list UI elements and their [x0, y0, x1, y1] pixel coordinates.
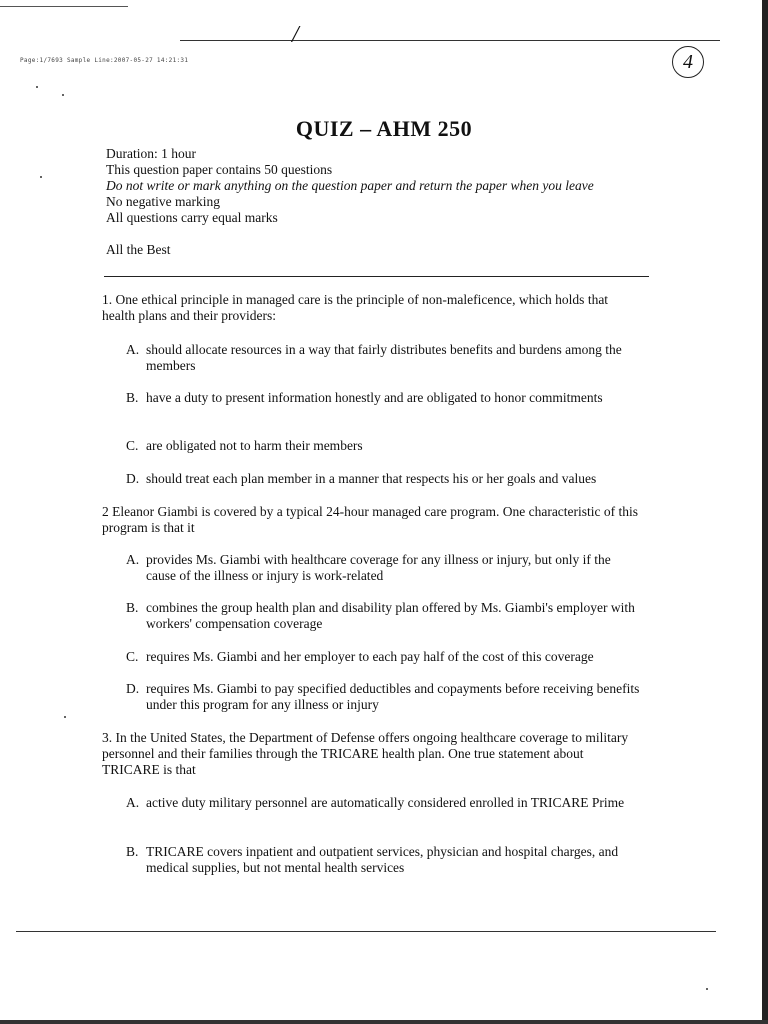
question-2-option-a: A. provides Ms. Giambi with healthcare coverage for any illness or injury, but only if the cause of the illness or injury is work-related: [126, 552, 611, 583]
top-left-rule: [0, 6, 128, 7]
question-1-option-b: B. have a duty to present information honestly and are obligated to honor commitments: [126, 390, 603, 405]
fax-header-line: Page:1/7693 Sample Line:2007-05-27 14:21:31: [20, 57, 189, 64]
closing-line: All the Best: [106, 242, 171, 257]
page-title: QUIZ – AHM 250: [295, 116, 473, 141]
footer-rule: [16, 931, 716, 932]
question-count-line: This question paper contains 50 questions: [106, 162, 333, 177]
question-1-text: 1. One ethical principle in managed care is the principle of non-maleficence, which holds that health plans and their providers:: [102, 292, 609, 323]
header-divider: [104, 276, 649, 277]
question-2-option-c: C. requires Ms. Giambi and her employer to each pay half of the cost of this coverage: [126, 649, 594, 664]
return-paper-instruction: Do not write or mark anything on the question paper and return the paper when you leave: [106, 178, 594, 193]
question-2-option-b: B. combines the group health plan and disability plan offered by Ms. Giambi's employer with workers' compensation coverage: [126, 600, 635, 631]
scan-speck: [40, 176, 42, 178]
scan-speck: [706, 988, 708, 990]
negative-marking-line: No negative marking: [106, 194, 220, 209]
pen-mark: /: [292, 22, 299, 48]
header-rule: [180, 40, 720, 41]
duration-line: Duration: 1 hour: [106, 146, 196, 161]
question-2-text: 2 Eleanor Giambi is covered by a typical 24-hour managed care program. One characteristic of this program is that it: [102, 504, 639, 535]
scan-speck: [62, 94, 64, 96]
scan-edge-right: [762, 0, 768, 1024]
scan-speck: [36, 86, 38, 88]
equal-marks-line: All questions carry equal marks: [106, 210, 278, 225]
question-1-option-a: A. should allocate resources in a way that fairly distributes benefits and burdens among the members: [126, 342, 622, 373]
question-1-option-c: C. are obligated not to harm their members: [126, 438, 363, 453]
question-3-option-a: A. active duty military personnel are automatically considered enrolled in TRICARE Prime: [126, 795, 625, 810]
question-3-option-b: B. TRICARE covers inpatient and outpatient services, physician and hospital charges, and medical supplies, but not mental health services: [126, 844, 619, 875]
question-2-option-d: D. requires Ms. Giambi to pay specified deductibles and copayments before receiving benefits under this program for any illness or injury: [126, 681, 640, 712]
scan-edge-bottom: [0, 1020, 768, 1024]
scan-speck: [64, 716, 66, 718]
page-number-marker: 4: [672, 46, 704, 78]
question-1-option-d: D. should treat each plan member in a manner that respects his or her goals and values: [126, 471, 597, 486]
question-3-text: 3. In the United States, the Department of Defense offers ongoing healthcare coverage to military personnel and their families through the TRICARE health plan. One true statement about TRICARE is that: [102, 730, 629, 777]
